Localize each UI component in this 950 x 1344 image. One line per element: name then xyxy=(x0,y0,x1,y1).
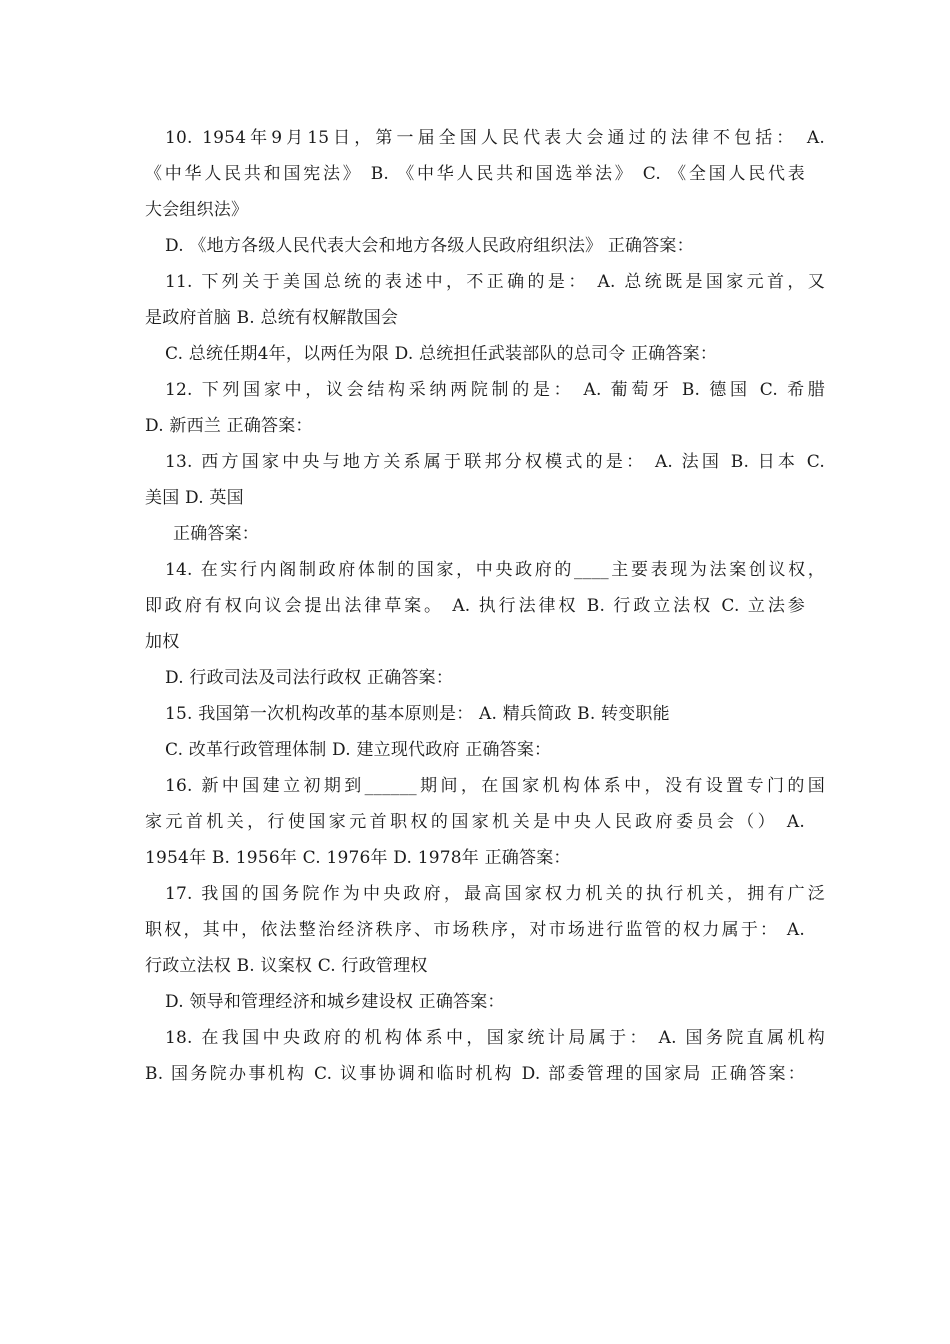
text-line: 是政府首脑 B. 总统有权解散国会 xyxy=(145,308,399,328)
text-line: C. 总统任期4年，以两任为限 D. 总统担任武装部队的总司令 正确答案： xyxy=(165,344,718,364)
text-line: 18. 在我国中央政府的机构体系中，国家统计局属于： A. 国务院直属机构 xyxy=(165,1028,825,1048)
text-line: 《中华人民共和国宪法》 B. 《中华人民共和国选举法》 C. 《全国人民代表 xyxy=(145,164,805,184)
text-line: 11. 下列关于美国总统的表述中，不正确的是： A. 总统既是国家元首，又 xyxy=(165,272,825,292)
text-line: D. 新西兰 正确答案： xyxy=(145,416,313,436)
text-line: 17. 我国的国务院作为中央政府，最高国家权力机关的执行机关，拥有广泛 xyxy=(165,884,825,904)
text-line: D. 《地方各级人民代表大会和地方各级人民政府组织法》 正确答案： xyxy=(165,236,694,256)
text-line: 行政立法权 B. 议案权 C. 行政管理权 xyxy=(145,956,428,976)
text-line: 13. 西方国家中央与地方关系属于联邦分权模式的是： A. 法国 B. 日本 C. xyxy=(165,452,825,472)
text-line: B. 国务院办事机构 C. 议事协调和临时机构 D. 部委管理的国家局 正确答案： xyxy=(145,1064,805,1084)
text-line: 14. 在实行内阁制政府体制的国家，中央政府的____主要表现为法案创议权， xyxy=(165,560,825,580)
text-line: 16. 新中国建立初期到______期间，在国家机构体系中，没有设置专门的国 xyxy=(165,776,825,796)
text-line: 15. 我国第一次机构改革的基本原则是： A. 精兵简政 B. 转变职能 xyxy=(165,704,670,724)
text-line: D. 行政司法及司法行政权 正确答案： xyxy=(165,668,454,688)
text-line: 美国 D. 英国 xyxy=(145,488,244,508)
text-line: 加权 xyxy=(145,632,180,652)
text-line: C. 改革行政管理体制 D. 建立现代政府 正确答案： xyxy=(165,740,552,760)
text-line: 家元首机关，行使国家元首职权的国家机关是中央人民政府委员会（） A. xyxy=(145,812,805,832)
text-line: 10. 1954年9月15日，第一届全国人民代表大会通过的法律不包括： A. xyxy=(165,128,825,148)
text-line: D. 领导和管理经济和城乡建设权 正确答案： xyxy=(165,992,505,1012)
text-line: 12. 下列国家中，议会结构采纳两院制的是： A. 葡萄牙 B. 德国 C. 希腊 xyxy=(165,380,825,400)
text-line: 大会组织法》 xyxy=(145,200,249,220)
text-line: 1954年 B. 1956年 C. 1976年 D. 1978年 正确答案： xyxy=(145,848,571,868)
document-body xyxy=(145,120,825,1092)
text-line: 职权，其中，依法整治经济秩序、市场秩序，对市场进行监管的权力属于： A. xyxy=(145,920,805,940)
text-line: 即政府有权向议会提出法律草案。 A. 执行法律权 B. 行政立法权 C. 立法参 xyxy=(145,596,805,616)
text-line: 正确答案： xyxy=(173,524,259,544)
